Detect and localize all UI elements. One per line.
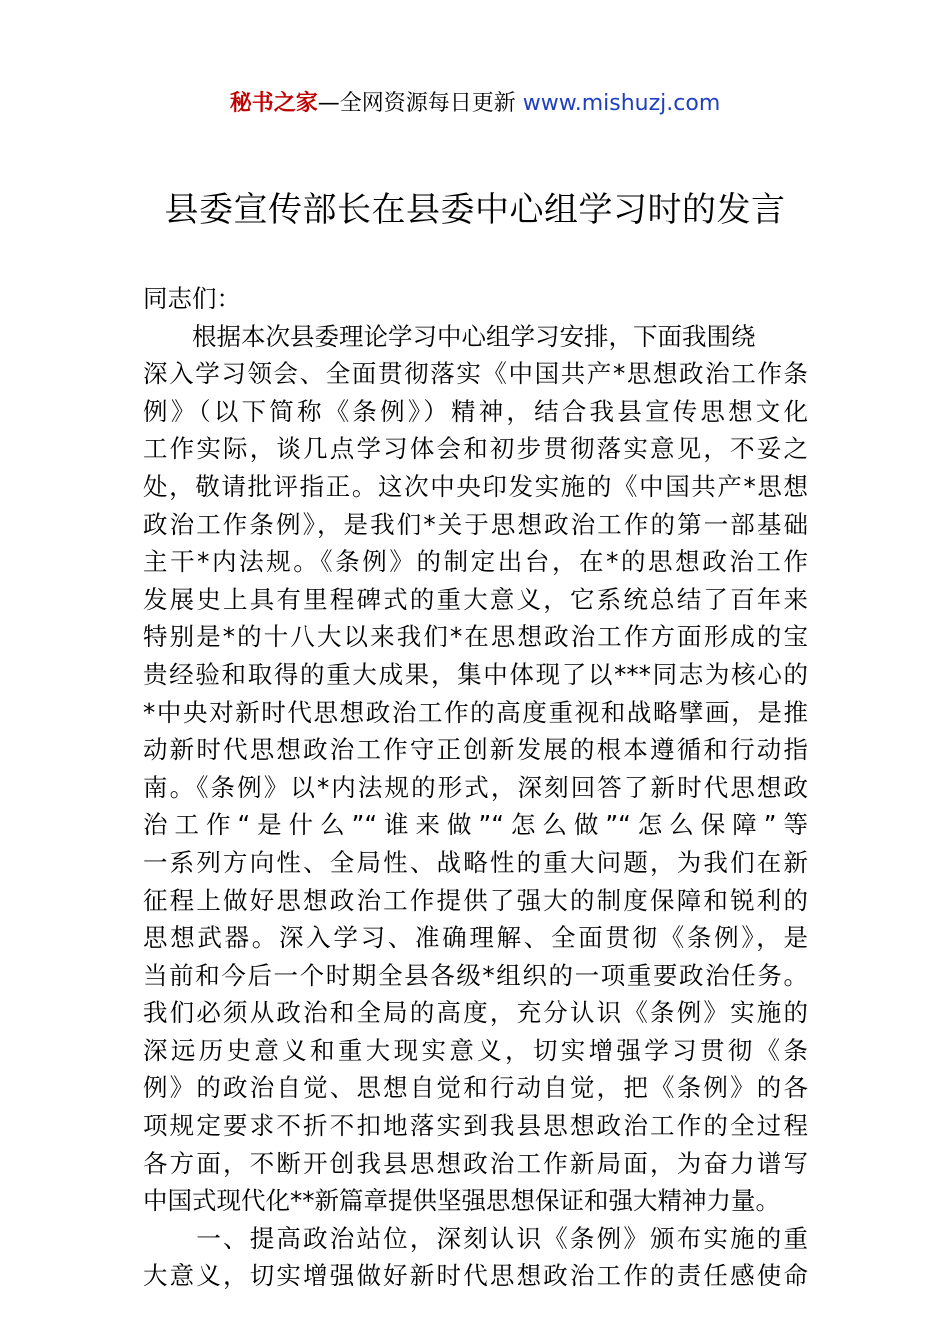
paragraph-line: 动新时代思想政治工作守正创新发展的根本遵循和行动指 <box>143 735 808 765</box>
paragraph-line: 贵经验和取得的重大成果，集中体现了以***同志为核心的 <box>143 659 808 689</box>
paragraph-line: 中国式现代化**新篇章提供坚强思想保证和强大精神力量。 <box>143 1186 780 1216</box>
paragraph-line: 根据本次县委理论学习中心组学习安排，下面我围绕 <box>143 321 756 351</box>
paragraph-line: 政治工作条例》，是我们*关于思想政治工作的第一部基础 <box>143 509 808 539</box>
section-heading-line: 大意义，切实增强做好新时代思想政治工作的责任感使命 <box>143 1261 808 1291</box>
paragraph-line: 一系列方向性、全局性、战略性的重大问题，为我们在新 <box>143 847 808 877</box>
paragraph-line: 特别是*的十八大以来我们*在思想政治工作方面形成的宝 <box>143 622 808 652</box>
document-title: 县委宣传部长在县委中心组学习时的发言 <box>164 190 786 230</box>
paragraph-line: *中央对新时代思想政治工作的高度重视和战略擘画，是推 <box>143 697 808 727</box>
site-header <box>0 88 950 120</box>
document-body <box>143 280 808 1295</box>
paragraph-line: 深远历史意义和重大现实意义，切实增强学习贯彻《条 <box>143 1035 808 1065</box>
paragraph-line: 处，敬请批评指正。这次中央印发实施的《中国共产*思想 <box>143 471 808 501</box>
salutation-line: 同志们： <box>143 284 241 313</box>
paragraph-line: 南。《条例》以*内法规的形式，深刻回答了新时代思想政 <box>143 772 808 802</box>
paragraph-line: 例》的政治自觉、思想自觉和行动自觉，把《条例》的各 <box>143 1073 808 1103</box>
paragraph-line: 项规定要求不折不扣地落实到我县思想政治工作的全过程 <box>143 1111 808 1141</box>
section-heading-line: 一、提高政治站位，深刻认识《条例》颁布实施的重 <box>143 1223 808 1253</box>
paragraph-line: 思想武器。深入学习、准确理解、全面贯彻《条例》，是 <box>143 923 808 953</box>
paragraph-line: 我们必须从政治和全局的高度，充分认识《条例》实施的 <box>143 998 808 1028</box>
site-tagline: —全网资源每日更新 <box>317 91 523 116</box>
paragraph-line: 例》（以下简称《条例》）精神，结合我县宣传思想文化 <box>143 396 808 426</box>
site-brand: 秘书之家 <box>229 91 318 116</box>
site-url-link[interactable]: www.mishuzj.com <box>522 91 721 116</box>
paragraph-line: 治工作“是什么”“谁来做”“怎么做”“怎么保障”等 <box>143 810 808 840</box>
paragraph-line: 主干*内法规。《条例》的制定出台，在*的思想政治工作 <box>143 547 808 577</box>
paragraph-line: 当前和今后一个时期全县各级*组织的一项重要政治任务。 <box>143 960 808 990</box>
paragraph-line: 各方面，不断开创我县思想政治工作新局面，为奋力谱写 <box>143 1148 808 1178</box>
paragraph-line: 工作实际，谈几点学习体会和初步贯彻落实意见，不妥之 <box>143 434 808 464</box>
paragraph-line: 发展史上具有里程碑式的重大意义，它系统总结了百年来 <box>143 584 808 614</box>
paragraph-line: 征程上做好思想政治工作提供了强大的制度保障和锐利的 <box>143 885 808 915</box>
paragraph-line: 深入学习领会、全面贯彻落实《中国共产*思想政治工作条 <box>143 359 808 389</box>
